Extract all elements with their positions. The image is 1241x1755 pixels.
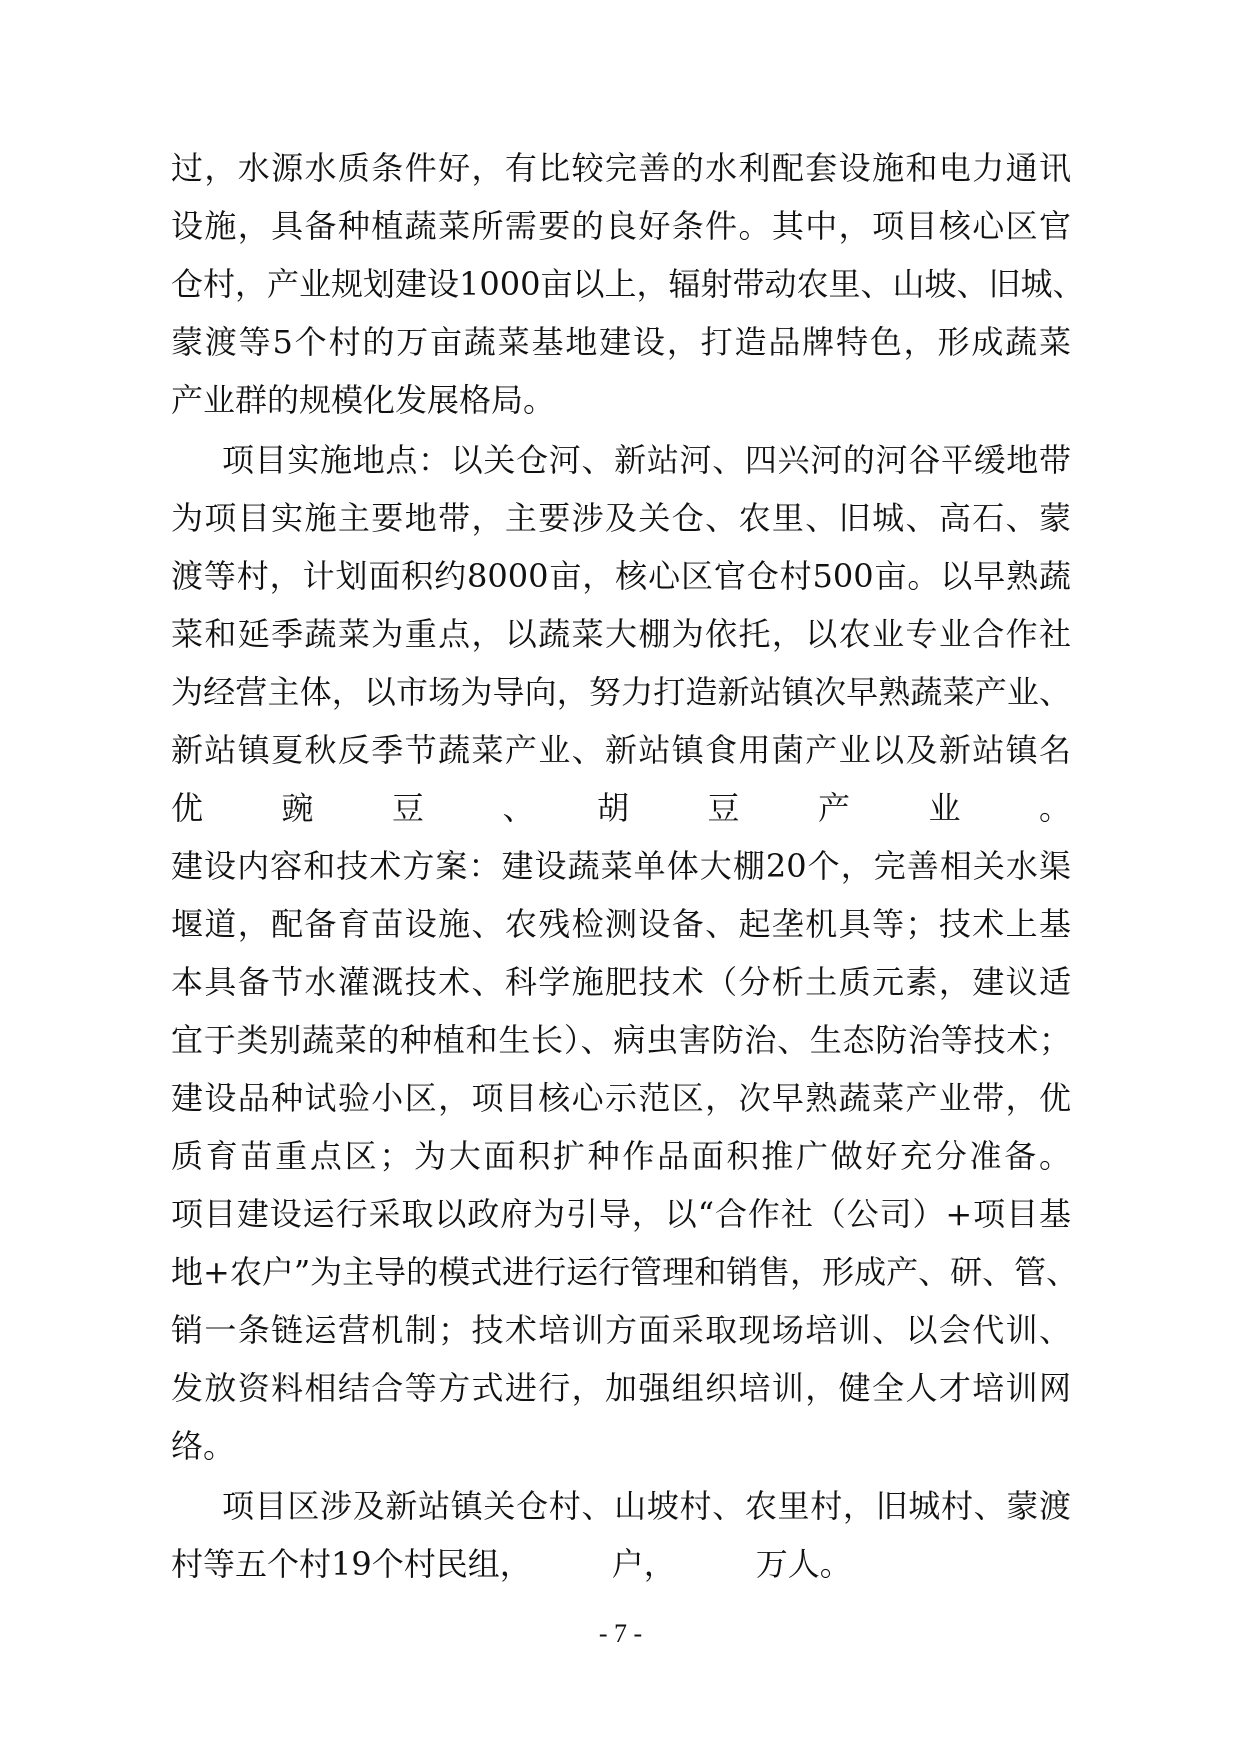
paragraph-line: 过，水源水质条件好，有比较完善的水利配套设施和电力通讯	[171, 149, 1071, 187]
paragraph-line: 为项目实施主要地带，主要涉及关仓、农里、旧城、高石、蒙	[171, 499, 1071, 537]
page-number: - 7 -	[598, 1619, 643, 1648]
paragraph-line: 项目建设运行采取以政府为引导，以“合作社（公司）+项目基	[171, 1195, 1071, 1233]
paragraph-line: 优 豌 豆 、 胡 豆 产 业 。	[171, 789, 1071, 827]
paragraph-line: 项目实施地点：以关仓河、新站河、四兴河的河谷平缓地带	[222, 441, 1071, 479]
paragraph-line: 产业群的规模化发展格局。	[171, 381, 556, 419]
paragraph-line: 设施，具备种植蔬菜所需要的良好条件。其中，项目核心区官	[171, 207, 1071, 245]
paragraph-line: 发放资料相结合等方式进行，加强组织培训，健全人才培训网	[171, 1369, 1071, 1407]
paragraph-line: 建设品种试验小区，项目核心示范区，次早熟蔬菜产业带，优	[171, 1079, 1071, 1117]
paragraph-line: 村等五个村19个村民组， 户， 万人。	[171, 1545, 852, 1583]
paragraph-line: 项目区涉及新站镇关仓村、山坡村、农里村，旧城村、蒙渡	[222, 1487, 1071, 1525]
paragraph-line: 堰道，配备育苗设施、农残检测设备、起垄机具等；技术上基	[171, 905, 1071, 943]
paragraph-line: 销一条链运营机制；技术培训方面采取现场培训、以会代训、	[171, 1311, 1071, 1349]
paragraph-line: 宜于类别蔬菜的种植和生长）、病虫害防治、生态防治等技术；	[171, 1021, 1071, 1059]
paragraph-line: 建设内容和技术方案：建设蔬菜单体大棚20个，完善相关水渠	[171, 847, 1071, 885]
paragraph-line: 蒙渡等5个村的万亩蔬菜基地建设，打造品牌特色，形成蔬菜	[171, 323, 1071, 361]
paragraph-line: 质育苗重点区；为大面积扩种作品面积推广做好充分准备。	[171, 1137, 1071, 1175]
paragraph-line: 本具备节水灌溉技术、科学施肥技术（分析土质元素，建议适	[171, 963, 1071, 1001]
paragraph-line: 新站镇夏秋反季节蔬菜产业、新站镇食用菌产业以及新站镇名	[171, 731, 1071, 769]
paragraph-line: 地+农户”为主导的模式进行运行管理和销售，形成产、研、管、	[171, 1253, 1079, 1291]
paragraph-line: 为经营主体，以市场为导向，努力打造新站镇次早熟蔬菜产业、	[171, 673, 1071, 711]
paragraph-line: 渡等村，计划面积约8000亩，核心区官仓村500亩。以早熟蔬	[171, 557, 1071, 595]
paragraph-line: 络。	[171, 1427, 236, 1465]
paragraph-line: 仓村，产业规划建设1000亩以上，辐射带动农里、山坡、旧城、	[171, 265, 1085, 303]
paragraph-line: 菜和延季蔬菜为重点，以蔬菜大棚为依托，以农业专业合作社	[171, 615, 1071, 653]
